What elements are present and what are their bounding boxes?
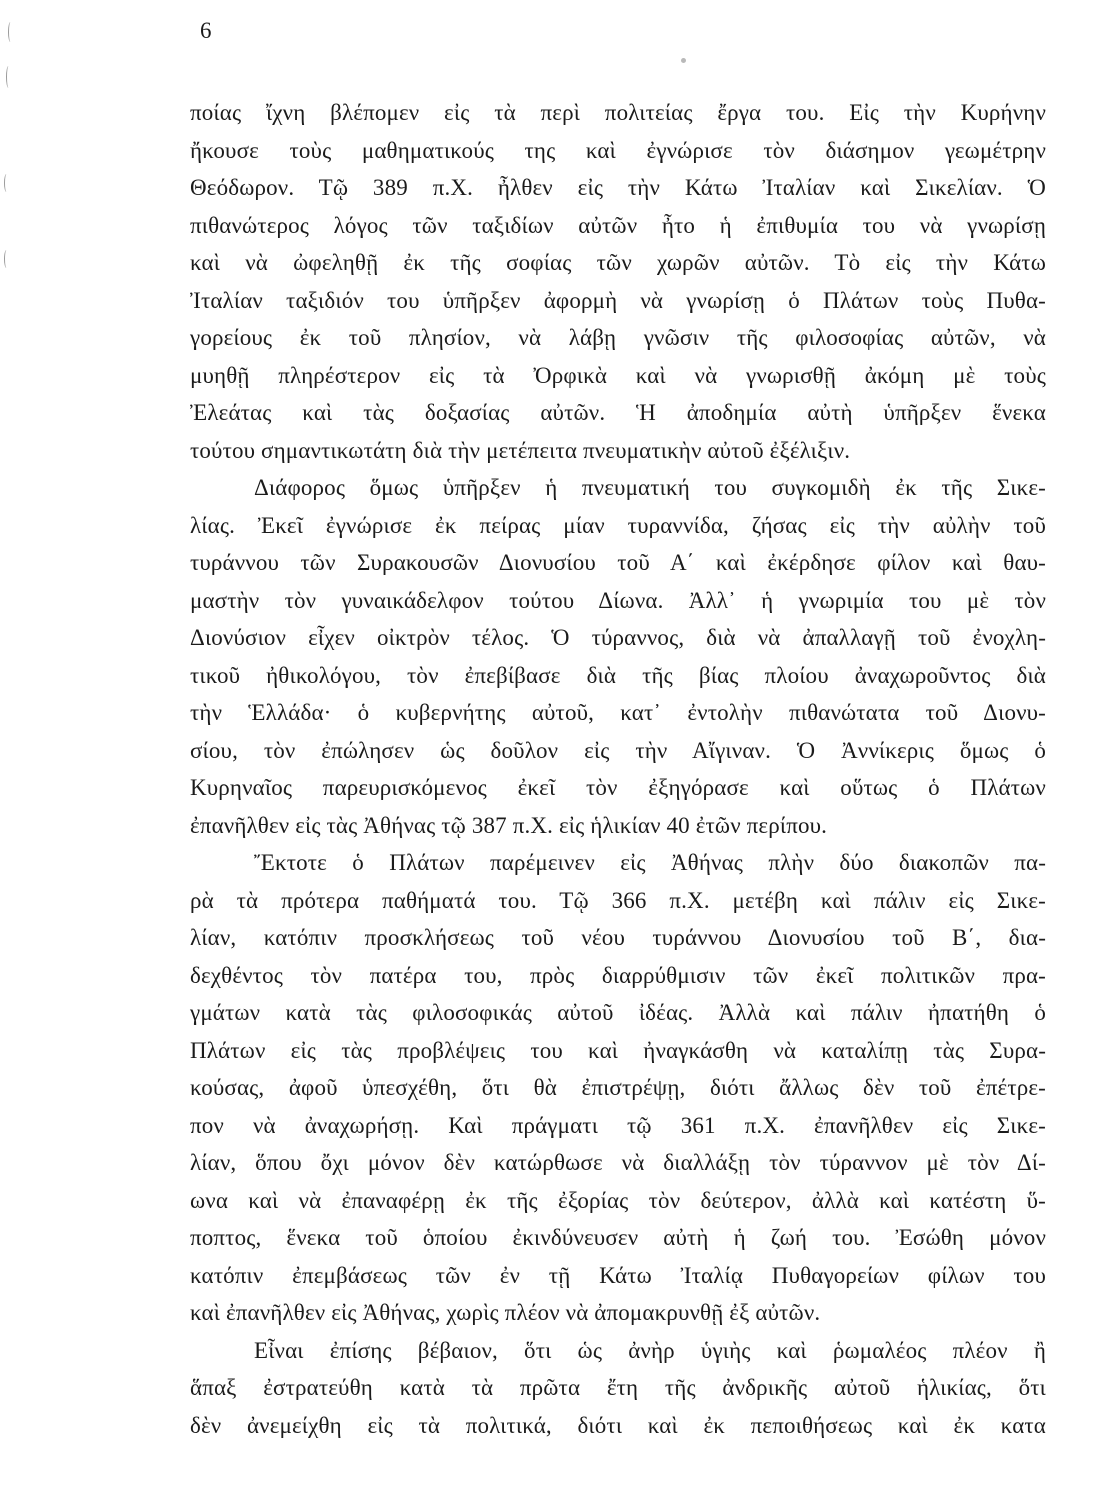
text-line: Ἐλεάτας καὶ τὰς δοξασίας αὐτῶν. Ἡ ἀποδημία αὐτὴ ὑπῆρξεν ἕνεκα (190, 400, 1046, 425)
margin-mark-3 (4, 174, 9, 192)
text-line: καὶ ἐπανῆλθεν εἰς Ἀθήνας, χωρὶς πλέον νὰ ἀπομακρυνθῇ ἐξ αὐτῶν. (190, 1300, 821, 1325)
text-line: ἅπαξ ἐστρατεύθη κατὰ τὰ πρῶτα ἔτη τῆς ἀνδρικῆς αὐτοῦ ἡλικίας, ὅτι (190, 1375, 1046, 1400)
text-line: κούσας, ἀφοῦ ὑπεσχέθη, ὅτι θὰ ἐπιστρέψῃ, διότι ἄλλως δὲν τοῦ ἐπέτρε- (190, 1075, 1046, 1100)
text-line: τικοῦ ἠθικολόγου, τὸν ἐπεβίβασε διὰ τῆς βίας πλοίου ἀναχωροῦντος διὰ (190, 662, 1046, 688)
text-line: Θεόδωρον. Τῷ 389 π.Χ. ἦλθεν εἰς τὴν Κάτω Ἰταλίαν καὶ Σικελίαν. Ὁ (190, 175, 1046, 200)
text-line: λίαν, κατόπιν προσκλήσεως τοῦ νέου τυράννου Διονυσίου τοῦ Β΄, δια- (190, 925, 1046, 950)
text-line: ἐπανῆλθεν εἰς τὰς Ἀθήνας τῷ 387 π.Χ. εἰς ἡλικίαν 40 ἐτῶν περίπου. (190, 812, 828, 838)
text-line: τούτου σημαντικωτάτη διὰ τὴν μετέπειτα πνευματικὴν αὐτοῦ ἐξέλιξιν. (190, 437, 851, 463)
text-line: σίου, τὸν ἐπώλησεν ὡς δοῦλον εἰς τὴν Αἴγιναν. Ὁ Ἀννίκερις ὅμως ὁ (190, 737, 1046, 763)
text-line: Κυρηναῖος παρευρισκόμενος ἐκεῖ τὸν ἐξηγόρασε καὶ οὕτως ὁ Πλάτων (190, 775, 1046, 800)
text-line: Ἔκτοτε ὁ Πλάτων παρέμεινεν εἰς Ἀθήνας πλὴν δύο διακοπῶν πα- (254, 850, 1046, 875)
text-line: ποπτος, ἕνεκα τοῦ ὁποίου ἐκινδύνευσεν αὐτὴ ἡ ζωή του. Ἐσώθη μόνον (190, 1225, 1046, 1250)
body-text (190, 94, 1046, 1444)
text-line: ρὰ τὰ πρότερα παθήματά του. Τῷ 366 π.Χ. μετέβη καὶ πάλιν εἰς Σικε- (190, 887, 1046, 913)
text-line: Εἶναι ἐπίσης βέβαιον, ὅτι ὡς ἀνὴρ ὑγιὴς καὶ ῥωμαλέος πλέον ἢ (254, 1337, 1046, 1363)
text-line: καὶ νὰ ὠφεληθῇ ἐκ τῆς σοφίας τῶν χωρῶν αὐτῶν. Τὸ εἰς τὴν Κάτω (190, 250, 1046, 275)
text-line: μαστὴν τὸν γυναικάδελφον τούτου Δίωνα. Ἀλλ᾽ ἡ γνωριμία του μὲ τὸν (190, 587, 1046, 613)
text-line: λίας. Ἐκεῖ ἐγνώρισε ἐκ πείρας μίαν τυραννίδα, ζήσας εἰς τὴν αὐλὴν τοῦ (190, 512, 1046, 538)
page-number: 6 (200, 18, 212, 43)
text-line: ποίας ἴχνη βλέπομεν εἰς τὰ περὶ πολιτείας ἔργα του. Εἰς τὴν Κυρήνην (190, 100, 1046, 125)
text-line: τυράννου τῶν Συρακουσῶν Διονυσίου τοῦ Α΄ καὶ ἐκέρδησε φίλον καὶ θαυ- (190, 550, 1046, 575)
margin-mark-2 (6, 66, 11, 88)
text-line: λίαν, ὅπου ὄχι μόνον δὲν κατώρθωσε νὰ διαλλάξῃ τὸν τύραννον μὲ τὸν Δί- (190, 1150, 1046, 1175)
print-dot (681, 58, 686, 63)
text-line: Διάφορος ὅμως ὑπῆρξεν ἡ πνευματική του συγκομιδὴ ἐκ τῆς Σικε- (254, 475, 1046, 500)
text-line: γμάτων κατὰ τὰς φιλοσοφικάς αὐτοῦ ἰδέας. Ἀλλὰ καὶ πάλιν ἠπατήθη ὁ (190, 1000, 1046, 1025)
text-line: Πλάτων εἰς τὰς προβλέψεις του καὶ ἠναγκάσθη νὰ καταλίπῃ τὰς Συρα- (190, 1037, 1046, 1063)
text-line: ἤκουσε τοὺς μαθηματικούς της καὶ ἐγνώρισε τὸν διάσημον γεωμέτρην (190, 137, 1046, 163)
text-line: τὴν Ἑλλάδα· ὁ κυβερνήτης αὐτοῦ, κατ᾽ ἐντολὴν πιθανώτατα τοῦ Διονυ- (190, 700, 1046, 725)
margin-mark-4 (4, 250, 9, 268)
text-line: πον νὰ ἀναχωρήσῃ. Καὶ πράγματι τῷ 361 π.Χ. ἐπανῆλθεν εἰς Σικε- (190, 1112, 1046, 1138)
text-line: δὲν ἀνεμείχθη εἰς τὰ πολιτικά, διότι καὶ ἐκ πεποιθήσεως καὶ ἐκ κατα (190, 1412, 1046, 1438)
text-line: κατόπιν ἐπεμβάσεως τῶν ἐν τῇ Κάτω Ἰταλίᾳ Πυθαγορείων φίλων του (190, 1262, 1046, 1288)
text-line: Διονύσιον εἶχεν οἰκτρὸν τέλος. Ὁ τύραννος, διὰ νὰ ἀπαλλαγῇ τοῦ ἐνοχλη- (190, 625, 1046, 650)
text-line: Ἰταλίαν ταξιδιόν του ὑπῆρξεν ἀφορμὴ νὰ γνωρίσῃ ὁ Πλάτων τοὺς Πυθα- (190, 287, 1046, 313)
text-line: πιθανώτερος λόγος τῶν ταξιδίων αὐτῶν ἦτο ἡ ἐπιθυμία του νὰ γνωρίσῃ (190, 212, 1046, 238)
text-line: γορείους ἐκ τοῦ πλησίον, νὰ λάβῃ γνῶσιν τῆς φιλοσοφίας αὐτῶν, νὰ (190, 325, 1046, 350)
margin-mark-1 (8, 22, 13, 42)
text-line: μυηθῇ πληρέστερον εἰς τὰ Ὀρφικὰ καὶ νὰ γνωρισθῇ ἀκόμη μὲ τοὺς (190, 362, 1046, 388)
text-line: ωνα καὶ νὰ ἐπαναφέρῃ ἐκ τῆς ἐξορίας τὸν δεύτερον, ἀλλὰ καὶ κατέστη ὕ- (190, 1187, 1046, 1213)
text-line: δεχθέντος τὸν πατέρα του, πρὸς διαρρύθμισιν τῶν ἐκεῖ πολιτικῶν πρα- (190, 962, 1046, 988)
